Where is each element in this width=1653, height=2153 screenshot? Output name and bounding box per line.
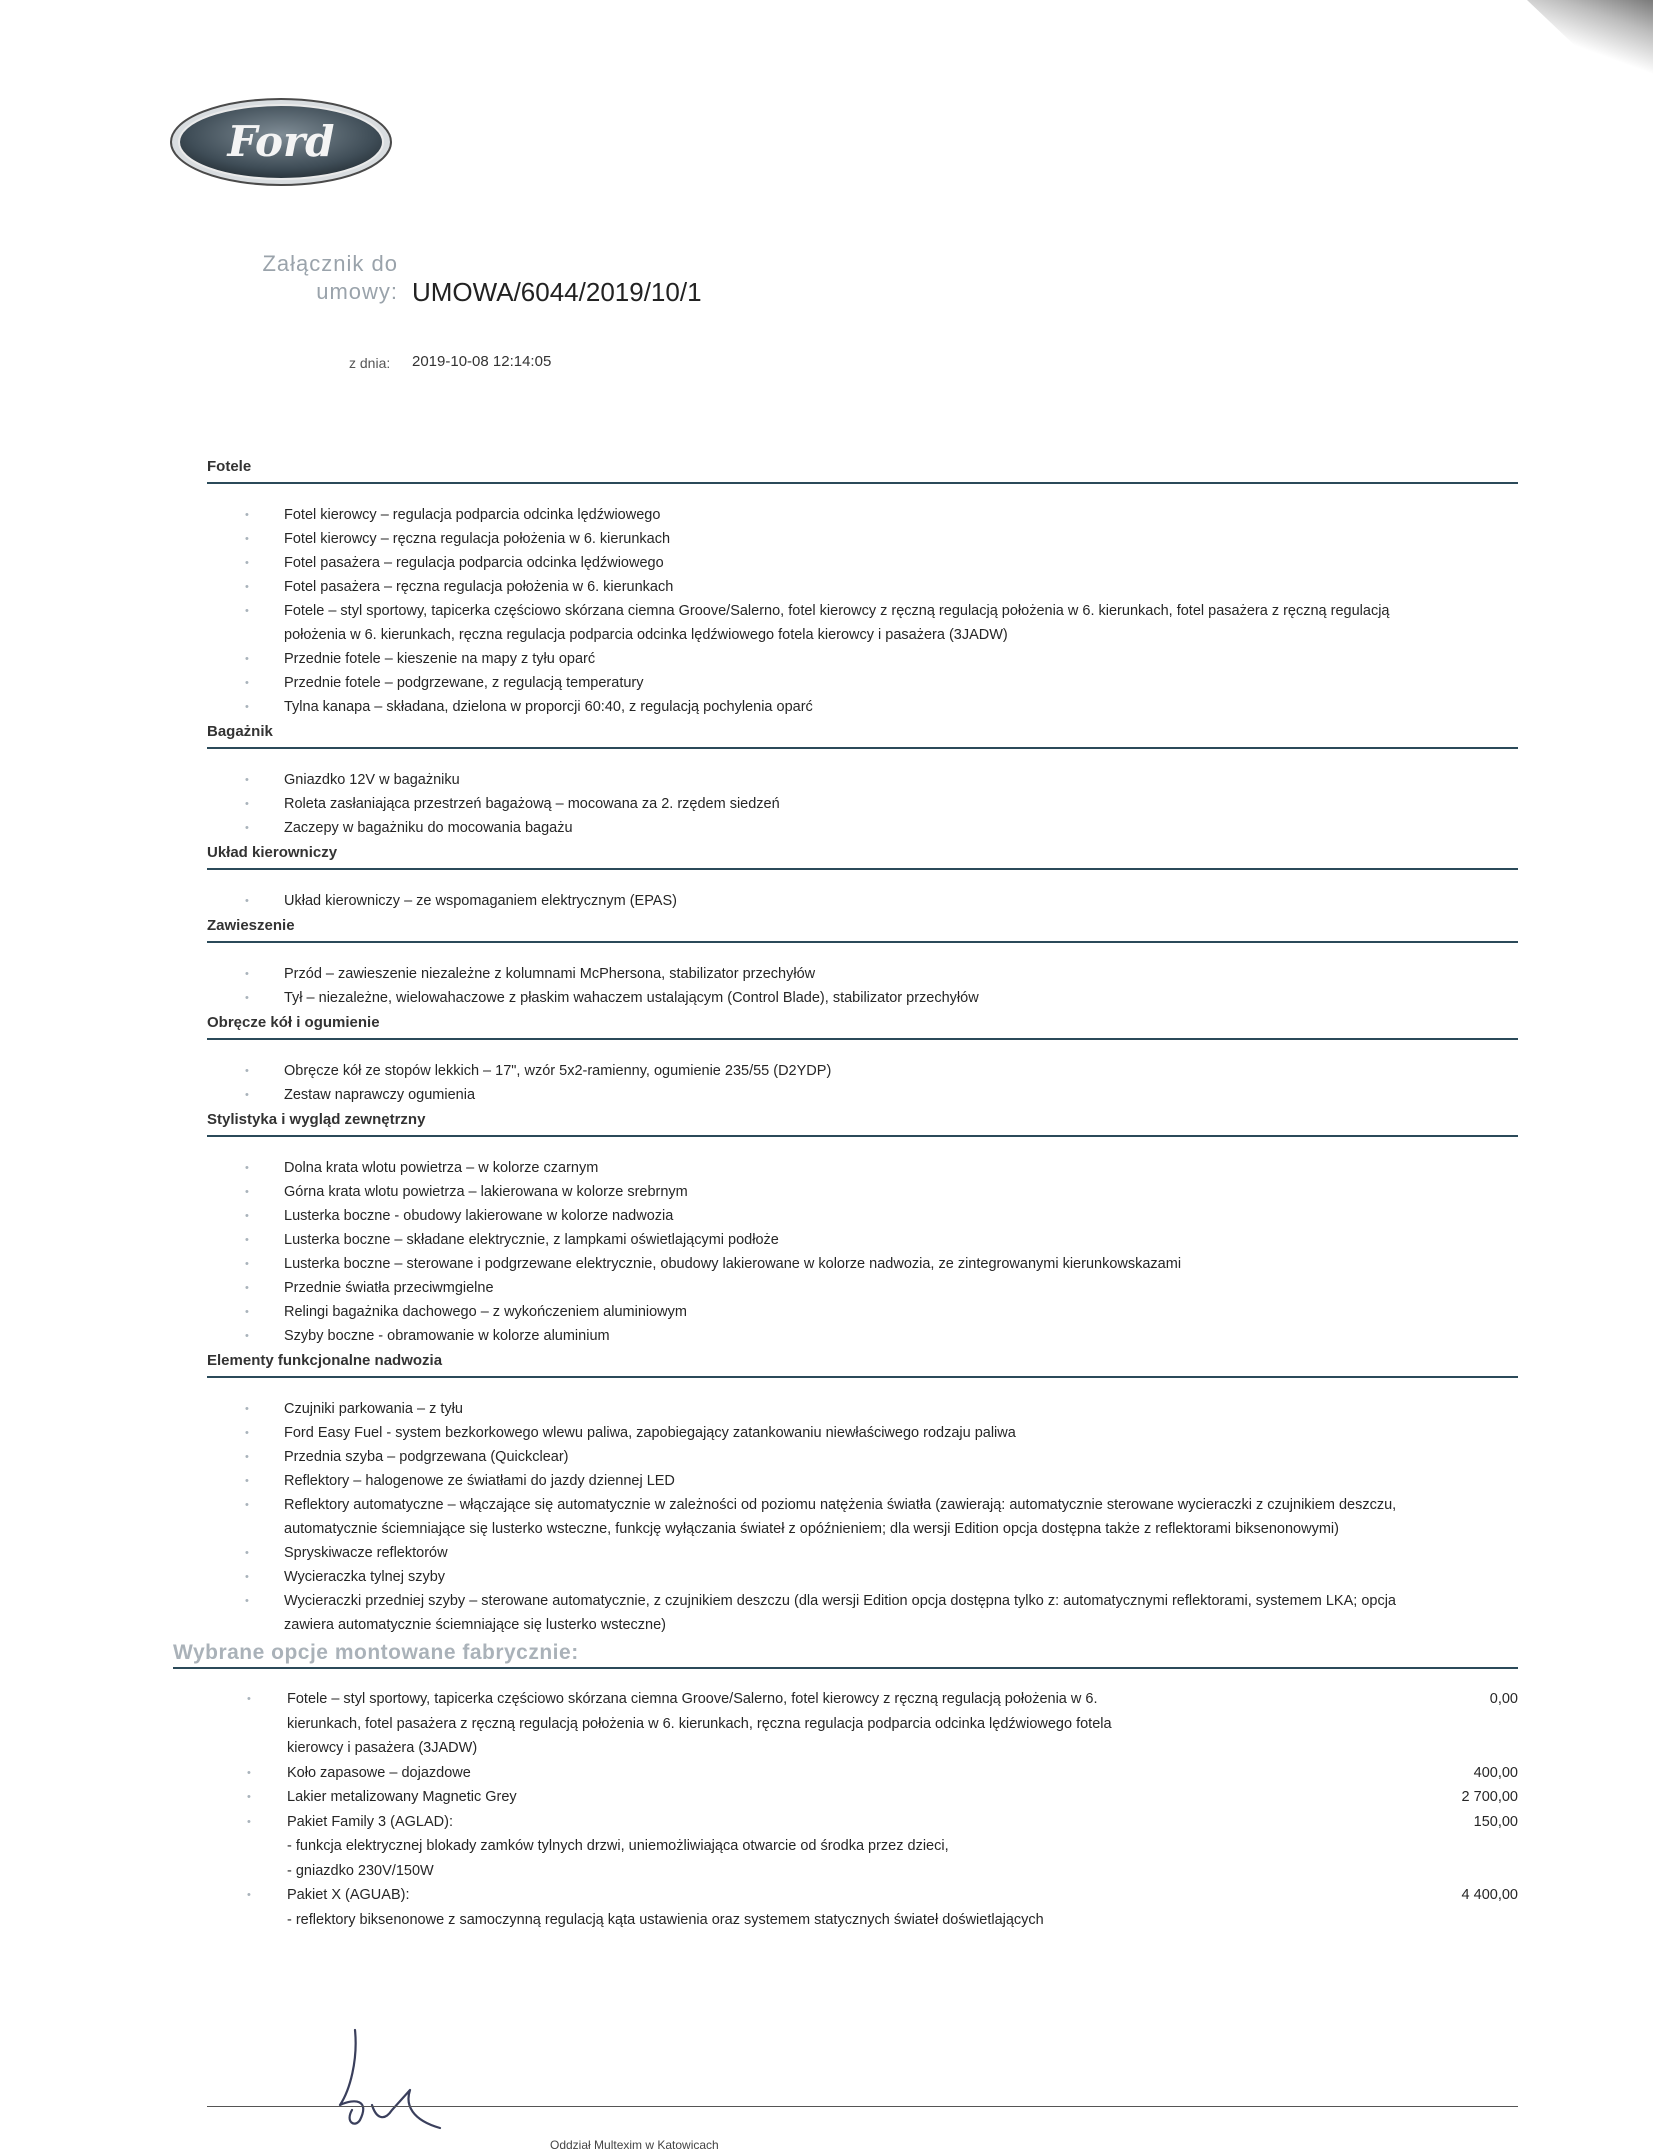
option-text: • Pakiet Family 3 (AGLAD): - funkcja elektrycznej blokady zamków tylnych drzwi, uniemożliwiająca otwarcie od środka przez dzieci, - gniazdko 230V/150W <box>287 1813 949 1879</box>
list-item: • Szyby boczne - obramowanie w kolorze aluminium <box>207 1324 1444 1348</box>
list-item: • Obręcze kół ze stopów lekkich – 17", wzór 5x2-ramienny, ogumienie 235/55 (D2YDP) <box>207 1059 1444 1083</box>
option-text: • Lakier metalizowany Magnetic Grey <box>287 1789 517 1805</box>
option-text: • Fotele – styl sportowy, tapicerka częściowo skórzana ciemna Groove/Salerno, fotel kierowcy z ręczną regulacją położenia w 6. kierunkach, fotel pasażera z ręczną regulacją położenia w 6. kierunkach, ręczna regulacja podparcia odcinka lędźwiowego fotela kierowcy i pasażera (3JADW) <box>287 1691 1112 1756</box>
list-item: • Fotel kierowcy – regulacja podparcia odcinka lędźwiowego <box>207 503 1444 527</box>
list-item: • Reflektory automatyczne – włączające się automatycznie w zależności od poziomu natężenia światła (zawierają: automatycznie sterowane wycieraczki z czujnikiem deszczu, automatycznie ściemniające się lusterko wsteczne, funkcję wyłączania świateł z opóźnieniem; dla wersji Edition opcja dostępna także z reflektorami biksenonowymi) <box>207 1493 1444 1541</box>
section-title: Obręcze kół i ogumienie <box>207 1014 1518 1040</box>
list-item: • Relingi bagażnika dachowego – z wykończeniem aluminiowym <box>207 1300 1444 1324</box>
footer-divider <box>207 2106 1518 2107</box>
list-item: • Przednie światła przeciwmgielne <box>207 1276 1444 1300</box>
list-item: • Fotel pasażera – ręczna regulacja położenia w 6. kierunkach <box>207 575 1444 599</box>
list-item: • Wycieraczki przedniej szyby – sterowane automatycznie, z czujnikiem deszczu (dla wersji Edition opcja dostępna tylko z: automatycznymi reflektorami, systemem LKA; opcja zawiera automatycznie ściemniające się lusterko wsteczne) <box>207 1589 1444 1637</box>
list-item: • Zaczepy w bagażniku do mocowania bagażu <box>207 816 1444 840</box>
list-item: • Przednie fotele – kieszenie na mapy z tyłu oparć <box>207 647 1444 671</box>
section-title: Bagażnik <box>207 723 1518 749</box>
list-item: • Reflektory – halogenowe ze światłami do jazdy dziennej LED <box>207 1469 1444 1493</box>
attachment-label-line1: Załącznik do <box>262 251 398 276</box>
section-trunk <box>207 723 1518 840</box>
section-title: Elementy funkcjonalne nadwozia <box>207 1352 1518 1378</box>
list-item: • Lusterka boczne – sterowane i podgrzewane elektrycznie, obudowy lakierowane w kolorze nadwozia, ze zintegrowanymi kierunkowskazami <box>207 1252 1444 1276</box>
section-title: Stylistyka i wygląd zewnętrzny <box>207 1111 1518 1137</box>
attachment-label-line2: umowy: <box>316 279 398 304</box>
ford-logo <box>168 96 394 188</box>
list-item: • Górna krata wlotu powietrza – lakierowana w kolorze srebrnym <box>207 1180 1444 1204</box>
section-body-functions <box>207 1352 1518 1637</box>
list-item: • Tylna kanapa – składana, dzielona w proporcji 60:40, z regulacją pochylenia oparć <box>207 695 1444 719</box>
attachment-label <box>238 250 398 306</box>
option-price: 4 400,00 <box>1461 1887 1518 1903</box>
section-title: Fotele <box>207 458 1518 484</box>
list-item: • Fotel kierowcy – ręczna regulacja położenia w 6. kierunkach <box>207 527 1444 551</box>
page-corner-shadow <box>1473 0 1653 120</box>
handwritten-signature <box>300 2010 470 2140</box>
option-item <box>207 1687 1518 1761</box>
list-item: • Fotel pasażera – regulacja podparcia odcinka lędźwiowego <box>207 551 1444 575</box>
list-item: • Czujniki parkowania – z tyłu <box>207 1397 1444 1421</box>
list-item: • Tył – niezależne, wielowahaczowe z płaskim wahaczem ustalającym (Control Blade), stabilizator przechyłów <box>207 986 1444 1010</box>
list-item: • Lusterka boczne – składane elektrycznie, z lampkami oświetlającymi podłoże <box>207 1228 1444 1252</box>
list-item: • Przednia szyba – podgrzewana (Quickclear) <box>207 1445 1444 1469</box>
section-suspension <box>207 917 1518 1010</box>
date-label: z dnia: <box>349 355 391 371</box>
option-price: 400,00 <box>1473 1764 1518 1781</box>
list-item: • Ford Easy Fuel - system bezkorkowego wlewu paliwa, zapobiegający zatankowaniu niewłaściwego rodzaju paliwa <box>207 1421 1444 1445</box>
list-item: • Spryskiwacze reflektorów <box>207 1541 1444 1565</box>
list-item: • Dolna krata wlotu powietrza – w kolorze czarnym <box>207 1156 1444 1180</box>
list-item: • Lusterka boczne - obudowy lakierowane w kolorze nadwozia <box>207 1204 1444 1228</box>
list-item: • Fotele – styl sportowy, tapicerka częściowo skórzana ciemna Groove/Salerno, fotel kierowcy z ręczną regulacją położenia w 6. kierunkach, fotel pasażera z ręczną regulacją położenia w 6. kierunkach, ręczna regulacja podparcia odcinka lędźwiowego fotela kierowcy i pasażera (3JADW) <box>207 599 1444 647</box>
list-item: • Roleta zasłaniająca przestrzeń bagażową – mocowana za 2. rzędem siedzeń <box>207 792 1444 816</box>
contract-number: UMOWA/6044/2019/10/1 <box>412 277 702 307</box>
option-item <box>207 1761 1518 1786</box>
option-price: 0,00 <box>1489 1691 1518 1707</box>
option-item <box>207 1810 1518 1884</box>
option-text: • Pakiet X (AGUAB): - reflektory biksenonowe z samoczynną regulacją kąta ustawienia oraz systemem statycznych świateł doświetlających <box>287 1887 1044 1928</box>
list-item: • Przód – zawieszenie niezależne z kolumnami McPhersona, stabilizator przechyłów <box>207 962 1444 986</box>
footer-branch: Oddział Multexim w Katowicach <box>550 2138 719 2152</box>
list-item: • Gniazdko 12V w bagażniku <box>207 768 1444 792</box>
section-steering <box>207 844 1518 913</box>
list-item: • Przednie fotele – podgrzewane, z regulacją temperatury <box>207 671 1444 695</box>
option-text: • Koło zapasowe – dojazdowe <box>287 1764 471 1781</box>
section-title: Zawieszenie <box>207 917 1518 943</box>
list-item: • Układ kierowniczy – ze wspomaganiem elektrycznym (EPAS) <box>207 889 1444 913</box>
list-item: • Wycieraczka tylnej szyby <box>207 1565 1444 1589</box>
option-item <box>207 1883 1518 1932</box>
date-value: 2019-10-08 12:14:05 <box>412 353 552 370</box>
option-price: 150,00 <box>1473 1813 1518 1830</box>
section-title: Układ kierowniczy <box>207 844 1518 870</box>
options-title: Wybrane opcje montowane fabrycznie: <box>173 1641 1518 1669</box>
list-item: • Zestaw naprawczy ogumienia <box>207 1083 1444 1107</box>
section-styling <box>207 1111 1518 1348</box>
option-price: 2 700,00 <box>1461 1789 1518 1805</box>
section-seats <box>207 458 1518 719</box>
svg-text:Ford: Ford <box>227 117 335 166</box>
section-wheels <box>207 1014 1518 1107</box>
option-item <box>207 1785 1518 1810</box>
factory-options <box>173 1641 1518 1932</box>
equipment-list <box>173 454 1518 1932</box>
